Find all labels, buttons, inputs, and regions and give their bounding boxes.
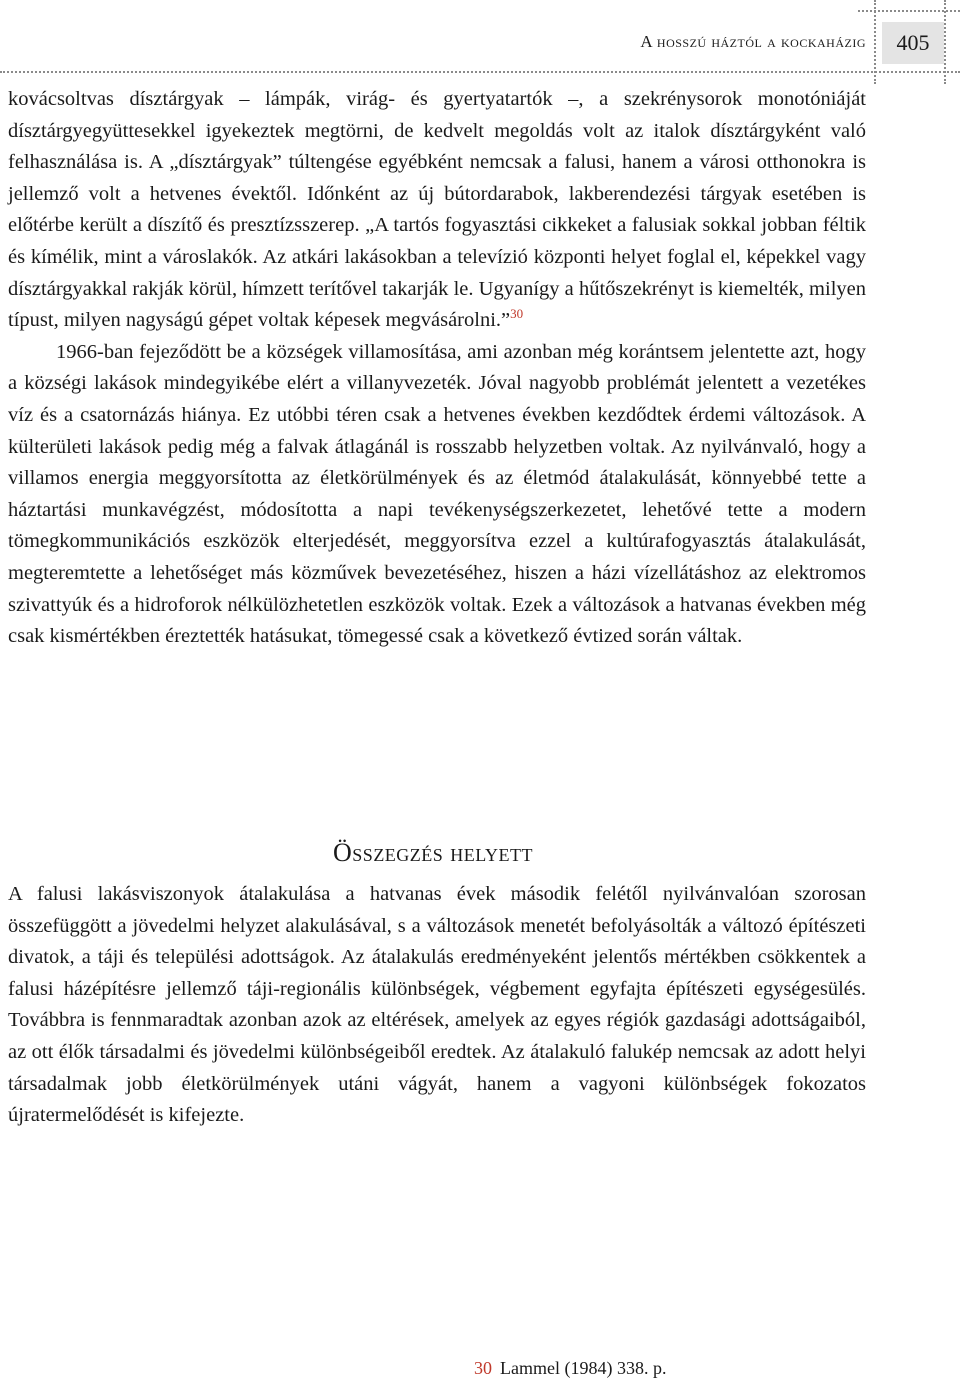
- footnote-reference[interactable]: 30: [510, 306, 524, 322]
- section-text: [8, 879, 866, 1132]
- main-text: [8, 84, 866, 653]
- paragraph-1-text: kovácsoltvas dísztárgyak – lámpák, virág- és gyertyatartók –, a szekrénysorok monotóniáját dísztárgyegyüttesekkel igyekeztek megtörni, de kedvelt megoldás volt az italok dísztárgyként való felhasználása is. A „dísztárgyak” túltengése egyébként nemcsak a falusi, hanem a városi otthonokra is jellemző volt a hetvenes évektől. Időnként az új bútordarabok, lakberendezési tárgyak esetében is előtérbe került a díszítő és presztízsszerep. „A tartós fogyasztási cikkeket a falusiak sokkal jobban féltik és kímélik, mint a városlakók. Az atkári lakásokban a televízió központi helyet foglal el, képekkel vagy dísztárgyakkal rakják körül, hímzett terítővel takarják le. Ugyanígy a hűtőszekrényt is kiemelték, milyen típust, milyen nagyságú gépet voltak képesek megvásárolni.”: [8, 88, 866, 332]
- page-number: 405: [896, 30, 930, 55]
- running-title: A hosszú háztól a kockaházig: [640, 32, 866, 51]
- footnote-number: 30: [474, 1358, 492, 1378]
- paragraph-continuation: [8, 84, 866, 337]
- footnote: [474, 1358, 666, 1379]
- section-heading: Összegzés helyett: [333, 838, 533, 867]
- header-right-rule: [944, 0, 946, 84]
- paragraph-electrification: 1966-ban fejeződött be a községek villamosítása, ami azonban még korántsem jelentette azt, hogy a községi lakások mindegyikébe elért a villanyvezeték. Jóval nagyobb problémát jelentett a vezetékes víz és a csatornázás hiánya. Ez utóbbi téren csak a hetvenes években kezdődtek érdemi változások. A külterületi lakások pedig még a falvak átlagánál is rosszabb helyzetben voltak. Az nyilvánvaló, hogy a villamos energia meggyorsította az életkörülmények és az életmód átalakulását, könnyebbé tette a háztartási munkavégzést, módosította a napi tevékenységszerkezetet, lehetővé tette a modern tömegkommunikációs eszközök elterjedését, meggyorsítva ezzel a kultúrafogyasztás átalakulását, megteremtette a lehetőséget más közművek bevezetéséhez, hiszen a házi vízellátáshoz az elektromos szivattyúk és a hidroforok nélkülözhetetlen eszközök voltak. Ezek a változások a hatvanas években még csak kismértékben éreztették hatásukat, tömegessé csak a következő évtized során váltak.: [8, 340, 866, 648]
- header-bottom-rule: [0, 71, 960, 73]
- header-left-rule: [874, 0, 876, 84]
- paragraph-summary: A falusi lakásviszonyok átalakulása a hatvanas évek második felétől nyilvánvalóan szorosan összefüggött a jövedelmi helyzet alakulásával, s a változások menetét befolyásolták a változó építészeti divatok, a táji és települési adottságok. Az átalakulás eredményeként jelentős mértékben csökkentek a falusi házépítésre jellemző táji-regionális különbségek, végbement egyfajta építészeti egységesülés. Továbbra is fennmaradtak azonban azok az eltérések, amelyek az egyes régiók gazdasági adottságaiból, az ott élők társadalmi és jövedelmi különbségeiből eredtek. Az átalakuló falukép nemcsak az adott helyi társadalmak jobb életkörülmények utáni vágyát, hanem a vagyoni különbségek fokozatos újratermelődését is kifejezte.: [8, 883, 866, 1127]
- footnote-text: Lammel (1984) 338. p.: [500, 1358, 667, 1378]
